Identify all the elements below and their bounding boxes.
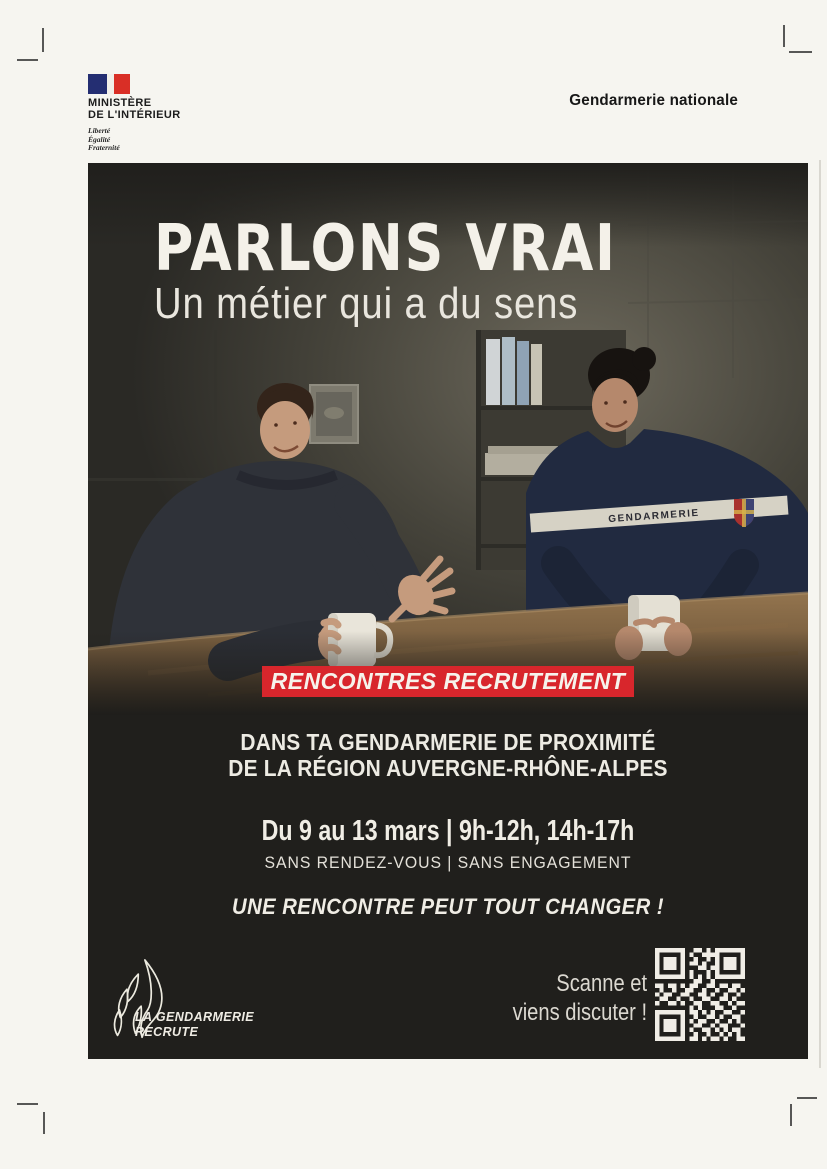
recruitment-banner: RENCONTRES RECRUTEMENT xyxy=(262,666,634,697)
ministry-name-line2: DE L'INTÉRIEUR xyxy=(88,108,181,121)
org-name: Gendarmerie nationale xyxy=(569,92,738,109)
recruitment-poster xyxy=(88,163,808,1059)
schedule-text: Du 9 au 13 mars | 9h-12h, 14h-17h xyxy=(261,815,635,847)
binders xyxy=(486,337,542,405)
qr-caption-line1: Scanne et xyxy=(556,970,647,997)
qr-code xyxy=(655,948,745,1041)
recruit-line1: LA GENDARMERIE xyxy=(135,1010,255,1024)
motto-egalite: Égalité xyxy=(88,134,111,144)
location-line1: DANS TA GENDARMERIE DE PROXIMITÉ xyxy=(240,729,656,755)
conditions-text: SANS RENDEZ-VOUS | SANS ENGAGEMENT xyxy=(264,853,632,872)
poster-title: PARLONS VRAI xyxy=(154,212,617,286)
crop-mark-bottom-left-horizontal xyxy=(17,1103,38,1105)
qr-caption-line2: viens discuter ! xyxy=(512,999,647,1026)
location-line2: DE LA RÉGION AUVERGNE-RHÔNE-ALPES xyxy=(228,755,668,781)
ministry-name-line1: MINISTÈRE xyxy=(88,97,152,109)
crop-mark-bottom-right-horizontal xyxy=(797,1097,817,1099)
wall-panel-line xyxy=(88,478,218,481)
crop-mark-top-left-horizontal xyxy=(17,59,38,61)
motto-fraternite: Fraternité xyxy=(88,143,120,152)
crop-mark-top-right-horizontal xyxy=(789,51,812,53)
qr-caption xyxy=(513,969,647,1027)
ministry-motto xyxy=(88,127,181,153)
tagline-text: UNE RENCONTRE PEUT TOUT CHANGER ! xyxy=(232,894,664,919)
page-edge-shadow xyxy=(819,160,821,1068)
location-text xyxy=(120,729,775,781)
poster-subtitle: Un métier qui a du sens xyxy=(154,279,579,328)
recruit-line2: RECRUTE xyxy=(135,1025,199,1039)
crop-mark-bottom-left-vertical xyxy=(43,1112,45,1134)
recruit-wordmark xyxy=(135,1010,254,1040)
crop-mark-top-left-vertical xyxy=(42,28,44,52)
ministry-logo xyxy=(88,74,181,153)
french-flag-icon xyxy=(88,74,134,94)
crop-mark-bottom-right-vertical xyxy=(790,1104,792,1126)
uniform-band-text: GENDARMERIE xyxy=(607,507,701,526)
motto-liberte: Liberté xyxy=(88,126,111,135)
crop-mark-top-right-vertical xyxy=(783,25,785,47)
picture-frame xyxy=(310,385,358,443)
